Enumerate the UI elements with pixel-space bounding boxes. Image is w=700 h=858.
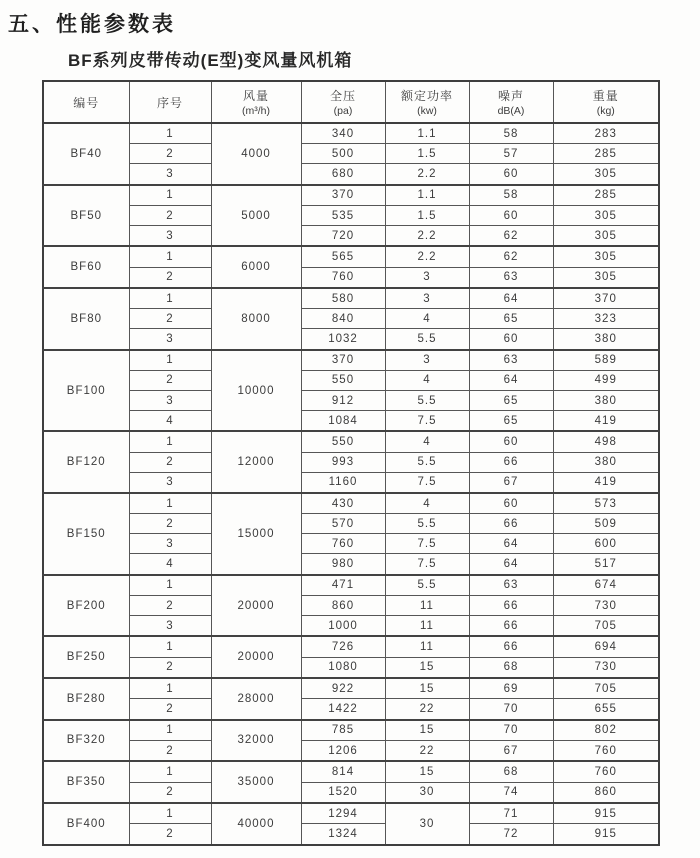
noise-cell: 69 <box>469 678 553 699</box>
col-header-unit: dB(A) <box>497 105 525 117</box>
page-title: 五、性能参数表 <box>8 13 176 36</box>
noise-cell: 60 <box>469 431 553 452</box>
pressure-cell: 550 <box>301 431 385 452</box>
serial-cell: 2 <box>129 699 211 720</box>
airflow-cell: 20000 <box>211 575 301 637</box>
table-row <box>43 144 659 164</box>
col-header-serial <box>129 81 211 123</box>
table-row <box>43 288 659 309</box>
serial-cell: 1 <box>129 575 211 596</box>
table-header <box>43 81 659 123</box>
table-row <box>43 514 659 534</box>
table-row <box>43 370 659 390</box>
power-cell: 2.2 <box>385 246 469 267</box>
noise-cell: 64 <box>469 370 553 390</box>
power-cell: 1.5 <box>385 205 469 225</box>
airflow-cell: 40000 <box>211 803 301 845</box>
model-cell: BF400 <box>43 803 129 845</box>
weight-cell: 283 <box>553 123 659 144</box>
weight-cell: 380 <box>553 452 659 472</box>
serial-cell: 2 <box>129 309 211 329</box>
table-row <box>43 616 659 637</box>
table-row <box>43 309 659 329</box>
weight-cell: 730 <box>553 657 659 678</box>
header-row <box>43 81 659 123</box>
serial-cell: 3 <box>129 164 211 185</box>
pressure-cell: 726 <box>301 636 385 657</box>
table-row <box>43 205 659 225</box>
weight-cell: 498 <box>553 431 659 452</box>
serial-cell: 2 <box>129 824 211 845</box>
weight-cell: 705 <box>553 678 659 699</box>
noise-cell: 70 <box>469 720 553 741</box>
pressure-cell: 860 <box>301 596 385 616</box>
model-cell: BF60 <box>43 246 129 288</box>
performance-table <box>42 80 660 846</box>
serial-cell: 4 <box>129 411 211 432</box>
model-cell: BF40 <box>43 123 129 185</box>
noise-cell: 67 <box>469 472 553 493</box>
noise-cell: 66 <box>469 452 553 472</box>
pressure-cell: 840 <box>301 309 385 329</box>
table-row <box>43 123 659 144</box>
power-cell: 2.2 <box>385 164 469 185</box>
weight-cell: 655 <box>553 699 659 720</box>
pressure-cell: 1000 <box>301 616 385 637</box>
power-cell: 7.5 <box>385 472 469 493</box>
noise-cell: 70 <box>469 699 553 720</box>
noise-cell: 66 <box>469 596 553 616</box>
power-cell: 15 <box>385 720 469 741</box>
weight-cell: 860 <box>553 782 659 803</box>
power-cell: 11 <box>385 616 469 637</box>
col-header-label: 风量 <box>242 89 269 103</box>
weight-cell: 694 <box>553 636 659 657</box>
model-cell: BF350 <box>43 761 129 803</box>
model-cell: BF150 <box>43 493 129 575</box>
pressure-cell: 1080 <box>301 657 385 678</box>
serial-cell: 2 <box>129 782 211 803</box>
power-cell: 4 <box>385 309 469 329</box>
pressure-cell: 1032 <box>301 329 385 350</box>
col-header-airflow <box>211 81 301 123</box>
weight-cell: 285 <box>553 185 659 206</box>
weight-cell: 760 <box>553 761 659 782</box>
weight-cell: 305 <box>553 246 659 267</box>
table-row <box>43 657 659 678</box>
noise-cell: 60 <box>469 329 553 350</box>
noise-cell: 63 <box>469 350 553 371</box>
power-cell: 15 <box>385 657 469 678</box>
noise-cell: 63 <box>469 575 553 596</box>
power-cell: 15 <box>385 761 469 782</box>
noise-cell: 64 <box>469 534 553 554</box>
serial-cell: 4 <box>129 554 211 575</box>
serial-cell: 1 <box>129 636 211 657</box>
model-cell: BF320 <box>43 720 129 762</box>
noise-cell: 68 <box>469 761 553 782</box>
airflow-cell: 35000 <box>211 761 301 803</box>
weight-cell: 419 <box>553 472 659 493</box>
weight-cell: 370 <box>553 288 659 309</box>
weight-cell: 589 <box>553 350 659 371</box>
table-row <box>43 575 659 596</box>
table-row <box>43 185 659 206</box>
serial-cell: 3 <box>129 472 211 493</box>
power-cell: 7.5 <box>385 411 469 432</box>
airflow-cell: 8000 <box>211 288 301 350</box>
serial-cell: 2 <box>129 144 211 164</box>
serial-cell: 1 <box>129 761 211 782</box>
pressure-cell: 980 <box>301 554 385 575</box>
power-cell: 22 <box>385 740 469 761</box>
serial-cell: 1 <box>129 350 211 371</box>
noise-cell: 66 <box>469 514 553 534</box>
noise-cell: 66 <box>469 616 553 637</box>
serial-cell: 2 <box>129 370 211 390</box>
pressure-cell: 471 <box>301 575 385 596</box>
power-cell: 4 <box>385 493 469 514</box>
pressure-cell: 570 <box>301 514 385 534</box>
model-cell: BF250 <box>43 636 129 678</box>
noise-cell: 74 <box>469 782 553 803</box>
noise-cell: 66 <box>469 636 553 657</box>
table-row <box>43 452 659 472</box>
power-cell: 22 <box>385 699 469 720</box>
pressure-cell: 814 <box>301 761 385 782</box>
weight-cell: 517 <box>553 554 659 575</box>
noise-cell: 71 <box>469 803 553 824</box>
noise-cell: 60 <box>469 205 553 225</box>
weight-cell: 802 <box>553 720 659 741</box>
noise-cell: 65 <box>469 309 553 329</box>
pressure-cell: 922 <box>301 678 385 699</box>
serial-cell: 2 <box>129 740 211 761</box>
pressure-cell: 1324 <box>301 824 385 845</box>
weight-cell: 380 <box>553 329 659 350</box>
col-header-label: 序号 <box>156 95 183 110</box>
weight-cell: 380 <box>553 391 659 411</box>
pressure-cell: 680 <box>301 164 385 185</box>
serial-cell: 1 <box>129 431 211 452</box>
col-header-power <box>385 81 469 123</box>
serial-cell: 2 <box>129 267 211 288</box>
pressure-cell: 370 <box>301 185 385 206</box>
power-cell: 4 <box>385 431 469 452</box>
table-row <box>43 472 659 493</box>
serial-cell: 2 <box>129 596 211 616</box>
power-cell: 11 <box>385 596 469 616</box>
col-header-unit: (kw) <box>417 105 437 117</box>
table-row <box>43 596 659 616</box>
col-header-noise <box>469 81 553 123</box>
serial-cell: 1 <box>129 493 211 514</box>
col-header-model <box>43 81 129 123</box>
weight-cell: 573 <box>553 493 659 514</box>
table-subtitle: BF系列皮带传动(E型)变风量风机箱 <box>68 51 353 70</box>
table-row <box>43 636 659 657</box>
noise-cell: 60 <box>469 164 553 185</box>
weight-cell: 285 <box>553 144 659 164</box>
pressure-cell: 720 <box>301 226 385 247</box>
model-cell: BF80 <box>43 288 129 350</box>
serial-cell: 1 <box>129 720 211 741</box>
serial-cell: 3 <box>129 329 211 350</box>
weight-cell: 323 <box>553 309 659 329</box>
power-cell: 5.5 <box>385 514 469 534</box>
table-row <box>43 164 659 185</box>
power-cell: 7.5 <box>385 534 469 554</box>
noise-cell: 64 <box>469 554 553 575</box>
table-row <box>43 761 659 782</box>
serial-cell: 3 <box>129 226 211 247</box>
weight-cell: 600 <box>553 534 659 554</box>
table-row <box>43 391 659 411</box>
serial-cell: 1 <box>129 246 211 267</box>
serial-cell: 2 <box>129 205 211 225</box>
weight-cell: 419 <box>553 411 659 432</box>
pressure-cell: 340 <box>301 123 385 144</box>
serial-cell: 2 <box>129 657 211 678</box>
weight-cell: 730 <box>553 596 659 616</box>
table-row <box>43 493 659 514</box>
pressure-cell: 1084 <box>301 411 385 432</box>
table-row <box>43 699 659 720</box>
airflow-cell: 4000 <box>211 123 301 185</box>
pressure-cell: 535 <box>301 205 385 225</box>
power-cell: 1.5 <box>385 144 469 164</box>
power-cell: 5.5 <box>385 329 469 350</box>
pressure-cell: 1520 <box>301 782 385 803</box>
model-cell: BF100 <box>43 350 129 432</box>
noise-cell: 58 <box>469 185 553 206</box>
col-header-label: 全压 <box>329 89 356 103</box>
pressure-cell: 993 <box>301 452 385 472</box>
table-row <box>43 350 659 371</box>
table-row <box>43 554 659 575</box>
table-row <box>43 411 659 432</box>
pressure-cell: 580 <box>301 288 385 309</box>
table-row <box>43 740 659 761</box>
airflow-cell: 5000 <box>211 185 301 247</box>
noise-cell: 63 <box>469 267 553 288</box>
noise-cell: 62 <box>469 246 553 267</box>
pressure-cell: 500 <box>301 144 385 164</box>
model-cell: BF50 <box>43 185 129 247</box>
col-header-label: 额定功率 <box>400 89 453 103</box>
power-cell: 11 <box>385 636 469 657</box>
col-header-unit: (m³/h) <box>242 105 270 117</box>
pressure-cell: 1422 <box>301 699 385 720</box>
serial-cell: 1 <box>129 123 211 144</box>
noise-cell: 60 <box>469 493 553 514</box>
table-row <box>43 678 659 699</box>
table-body <box>43 123 659 845</box>
airflow-cell: 32000 <box>211 720 301 762</box>
serial-cell: 1 <box>129 288 211 309</box>
power-cell: 3 <box>385 288 469 309</box>
table-row <box>43 329 659 350</box>
col-header-unit: (kg) <box>596 105 615 117</box>
airflow-cell: 6000 <box>211 246 301 288</box>
serial-cell: 3 <box>129 391 211 411</box>
table-row <box>43 267 659 288</box>
noise-cell: 72 <box>469 824 553 845</box>
col-header-pressure <box>301 81 385 123</box>
weight-cell: 305 <box>553 164 659 185</box>
table-row <box>43 246 659 267</box>
noise-cell: 67 <box>469 740 553 761</box>
serial-cell: 1 <box>129 185 211 206</box>
table-row <box>43 824 659 845</box>
pressure-cell: 785 <box>301 720 385 741</box>
pressure-cell: 370 <box>301 350 385 371</box>
serial-cell: 2 <box>129 452 211 472</box>
power-cell: 3 <box>385 267 469 288</box>
table-row <box>43 720 659 741</box>
weight-cell: 305 <box>553 205 659 225</box>
power-cell: 3 <box>385 350 469 371</box>
noise-cell: 64 <box>469 288 553 309</box>
noise-cell: 65 <box>469 391 553 411</box>
airflow-cell: 20000 <box>211 636 301 678</box>
col-header-weight <box>553 81 659 123</box>
pressure-cell: 430 <box>301 493 385 514</box>
power-cell: 7.5 <box>385 554 469 575</box>
weight-cell: 915 <box>553 824 659 845</box>
airflow-cell: 12000 <box>211 431 301 493</box>
pressure-cell: 760 <box>301 267 385 288</box>
col-header-label: 噪声 <box>497 89 524 103</box>
weight-cell: 915 <box>553 803 659 824</box>
table-row <box>43 782 659 803</box>
table-row <box>43 803 659 824</box>
noise-cell: 57 <box>469 144 553 164</box>
model-cell: BF280 <box>43 678 129 720</box>
power-cell: 1.1 <box>385 123 469 144</box>
weight-cell: 509 <box>553 514 659 534</box>
weight-cell: 305 <box>553 267 659 288</box>
airflow-cell: 15000 <box>211 493 301 575</box>
power-cell: 1.1 <box>385 185 469 206</box>
pressure-cell: 1206 <box>301 740 385 761</box>
weight-cell: 760 <box>553 740 659 761</box>
noise-cell: 68 <box>469 657 553 678</box>
weight-cell: 305 <box>553 226 659 247</box>
table-row <box>43 534 659 554</box>
weight-cell: 499 <box>553 370 659 390</box>
serial-cell: 3 <box>129 616 211 637</box>
power-cell: 4 <box>385 370 469 390</box>
power-cell: 5.5 <box>385 391 469 411</box>
power-cell: 5.5 <box>385 452 469 472</box>
model-cell: BF120 <box>43 431 129 493</box>
table-row <box>43 226 659 247</box>
pressure-cell: 1160 <box>301 472 385 493</box>
pressure-cell: 565 <box>301 246 385 267</box>
power-cell: 30 <box>385 782 469 803</box>
model-cell: BF200 <box>43 575 129 637</box>
col-header-label: 重量 <box>592 89 619 103</box>
power-cell: 2.2 <box>385 226 469 247</box>
col-header-label: 编号 <box>73 95 100 110</box>
weight-cell: 705 <box>553 616 659 637</box>
power-cell: 15 <box>385 678 469 699</box>
noise-cell: 65 <box>469 411 553 432</box>
pressure-cell: 1294 <box>301 803 385 824</box>
noise-cell: 58 <box>469 123 553 144</box>
noise-cell: 62 <box>469 226 553 247</box>
power-cell: 30 <box>385 803 469 845</box>
serial-cell: 1 <box>129 803 211 824</box>
pressure-cell: 550 <box>301 370 385 390</box>
col-header-unit: (pa) <box>333 105 353 117</box>
table-row <box>43 431 659 452</box>
serial-cell: 2 <box>129 514 211 534</box>
airflow-cell: 10000 <box>211 350 301 432</box>
power-cell: 5.5 <box>385 575 469 596</box>
airflow-cell: 28000 <box>211 678 301 720</box>
serial-cell: 3 <box>129 534 211 554</box>
pressure-cell: 760 <box>301 534 385 554</box>
pressure-cell: 912 <box>301 391 385 411</box>
weight-cell: 674 <box>553 575 659 596</box>
serial-cell: 1 <box>129 678 211 699</box>
